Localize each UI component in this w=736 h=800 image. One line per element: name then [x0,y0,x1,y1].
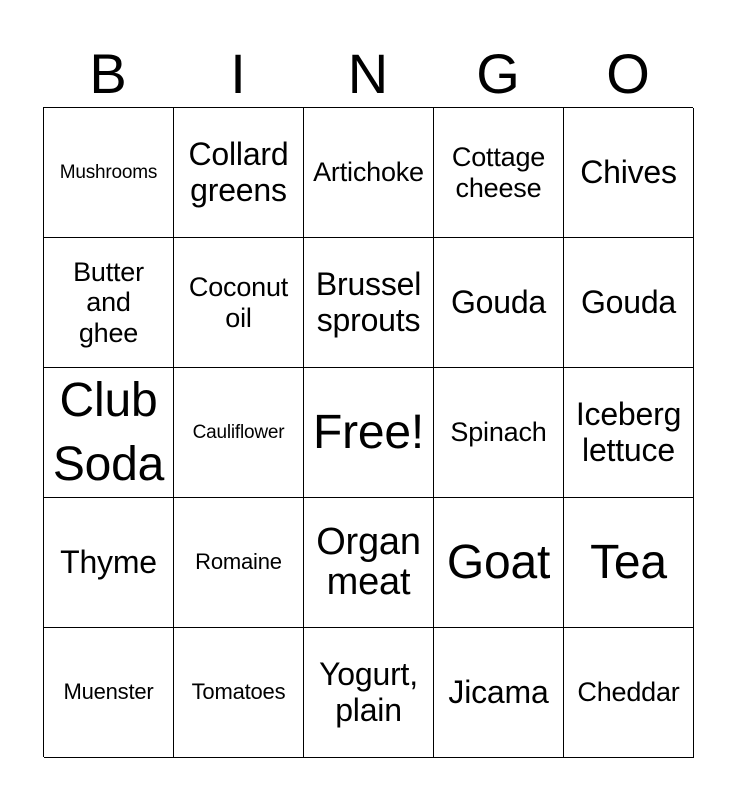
bingo-cell[interactable]: Yogurt, plain [304,628,434,758]
bingo-cell[interactable]: Club Soda [44,368,174,498]
bingo-cell[interactable]: Cottage cheese [434,108,564,238]
bingo-cell[interactable]: Brussel sprouts [304,238,434,368]
bingo-cell[interactable]: Cauliflower [174,368,304,498]
bingo-cell[interactable]: Collard greens [174,108,304,238]
bingo-cell[interactable]: Butter and ghee [44,238,174,368]
bingo-cell[interactable]: Spinach [434,368,564,498]
bingo-card-grid [43,107,693,757]
bingo-cell[interactable]: Organ meat [304,498,434,628]
bingo-cell[interactable]: Gouda [564,238,694,368]
bingo-cell[interactable]: Jicama [434,628,564,758]
bingo-cell[interactable]: Chives [564,108,694,238]
free-space-cell[interactable]: Free! [304,368,434,498]
bingo-cell[interactable]: Thyme [44,498,174,628]
bingo-cell[interactable]: Iceberg lettuce [564,368,694,498]
header-letter-i: I [230,42,246,105]
header-letter-o: O [606,42,650,105]
bingo-cell[interactable]: Goat [434,498,564,628]
bingo-cell[interactable]: Mushrooms [44,108,174,238]
bingo-cell[interactable]: Romaine [174,498,304,628]
bingo-cell[interactable]: Tomatoes [174,628,304,758]
bingo-cell[interactable]: Artichoke [304,108,434,238]
header-letter-b: B [89,42,127,105]
bingo-cell[interactable]: Muenster [44,628,174,758]
header-letter-g: G [476,42,520,105]
bingo-cell[interactable]: Coconut oil [174,238,304,368]
bingo-cell[interactable]: Gouda [434,238,564,368]
bingo-header [43,40,693,108]
bingo-cell[interactable]: Cheddar [564,628,694,758]
bingo-cell[interactable]: Tea [564,498,694,628]
header-letter-n: N [347,42,389,105]
